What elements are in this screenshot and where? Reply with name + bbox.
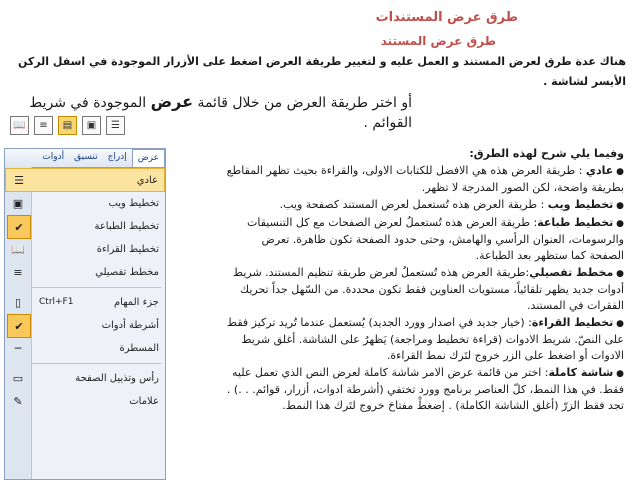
body-item-text: : طريقة العرض هذه تُستعملُ لعرض الصفحات مع كل التنسيقات والرسومات، العنوان الرأسي والهامش، وحتى حدود الصفحة تكون ظاهرة. تعرض الصفحة كما ستظهر بعد الطباعة. <box>246 216 624 262</box>
outline-icon[interactable]: ≡ <box>34 116 53 135</box>
or-line-bold: عرض <box>150 92 193 111</box>
menu-item-label: رأس وتذييل الصفحة <box>75 372 159 384</box>
menu-items <box>5 168 165 413</box>
toolbars-icon: ✔ <box>7 314 31 338</box>
body-item <box>224 215 624 264</box>
body-item-label: عادي <box>585 164 614 177</box>
body-item-label: مخطط تفصيلي <box>529 266 614 279</box>
body-item <box>224 197 624 214</box>
menu-item-label: تخطيط القراءة <box>96 243 159 255</box>
menu-item[interactable] <box>5 337 165 360</box>
web-layout-icon: ▣ <box>12 196 24 210</box>
body-item-label: شاشة كاملة <box>548 366 614 379</box>
menu-item[interactable] <box>5 314 165 337</box>
body-heading: وفيما يلي شرح لهذه الطرق: <box>469 147 624 160</box>
menu-item-label: تخطيط ويب <box>108 197 159 209</box>
menu-tab[interactable]: إدراج <box>107 152 127 162</box>
body-item <box>224 265 624 314</box>
menu-tab[interactable]: عرض <box>132 149 165 167</box>
menu-item-shortcut: Ctrl+F1 <box>39 297 74 307</box>
menu-item-label: مخطط تفصيلي <box>95 266 159 278</box>
body-item-label: تخطيط القراءة <box>531 316 614 329</box>
menu-item[interactable] <box>5 367 165 390</box>
menu-item-label: المسطرة <box>119 342 159 354</box>
reading-layout-icon[interactable]: 📖 <box>10 116 29 135</box>
print-layout-icon: ✔ <box>7 215 31 239</box>
page-subtitle: طرق عرض المستند <box>380 34 496 48</box>
menu-item[interactable] <box>5 215 165 238</box>
menu-item-label: علامات <box>129 395 159 407</box>
menu-item[interactable] <box>5 238 165 261</box>
menu-bar <box>5 149 165 168</box>
body-items <box>224 163 624 414</box>
body-item-text: : طريقة العرض هذه تُستعمل لعرض المستند كصفحة ويب. <box>279 198 548 211</box>
menu-item[interactable] <box>5 390 165 413</box>
menu-item-label: أشرطة أدوات <box>101 319 159 331</box>
task-pane-icon: ▯ <box>14 295 22 309</box>
body-text <box>224 146 624 415</box>
body-item <box>224 163 624 196</box>
body-item-text: : اختر من قائمة عرض الامر شاشة كاملة لعرض النص الذي تعمل عليه فقط. في هذا النمط، كلّ العناصر برنامج وورد تختفي (أشرطة ادوات، أزرار، قوائم. . .) . تجد فقط الزرّ (أغلق الشاشة الكاملة) . إضغطْ مفتاحَ خروج لتَرك هذا النمط. <box>226 366 624 412</box>
view-toolbar <box>10 116 125 138</box>
body-item-text: :طريقة العرض هذه تُستعملُ لعرض طريقة تنظيم المستند. شريط أدوات جديد يظهر تلقائياً، مستويات العناوين فقط تكون محددة. من السّهل جداً تحريك الفقرات في المستند. <box>232 266 624 312</box>
print-layout-icon[interactable]: ▤ <box>58 116 77 135</box>
body-item-label: تخطيط طباعة <box>537 216 614 229</box>
header-footer-icon: ▭ <box>12 371 24 385</box>
menu-tab[interactable]: تنسيق <box>74 152 98 162</box>
menu-item[interactable] <box>5 168 165 192</box>
page-title: طرق عرض المستندات <box>375 10 518 25</box>
markup-icon: ✎ <box>13 394 23 408</box>
menu-tab[interactable]: أدوات <box>42 152 65 162</box>
menu-item[interactable] <box>5 192 165 215</box>
menu-item-label: عادي <box>136 174 158 186</box>
outline-icon: ≡ <box>13 265 23 279</box>
menu-item[interactable] <box>5 261 165 284</box>
menu-item-label: جزء المهام <box>113 296 159 308</box>
web-layout-icon[interactable]: ▣ <box>82 116 101 135</box>
menu-item-label: تخطيط الطباعة <box>94 220 159 232</box>
body-item-label: تخطيط ويب <box>547 198 614 211</box>
intro-paragraph: هناك عدة طرق لعرض المستند و العمل عليه و لتغيير طريقة العرض اضغط على الأزرار الموجودة في اسفل الركن الأيسر لشاشة . <box>18 55 626 88</box>
or-line-after: الموجودة في شريط القوائم . <box>29 95 412 131</box>
ruler-icon: ─ <box>14 341 22 355</box>
body-item-text: : طريقة العرض هذه هي الافضل للكتابات الاولى، والقراءة بحيث تظهر المقاطع بطريقة واضحة، لكن الصور المدرجة لا تظهر. <box>226 164 624 194</box>
reading-layout-icon: 📖 <box>11 242 25 256</box>
body-item <box>224 315 624 364</box>
normal-view-icon[interactable]: ☰ <box>106 116 125 135</box>
body-item-text: : (خيار جديد في اصدار وورد الجديد) يُستعمل عندما تُريد تركيز فقط على النصّ. شريط الادوات (قراءة تخطيط ومراجعة) يَظهرُ على الشاشة. أغلق شريط الادوات أو اضغط على الزر خروج لتَرك نمط القراءة. <box>226 316 624 362</box>
body-item <box>224 365 624 414</box>
normal-view-icon: ☰ <box>14 173 24 187</box>
view-menu <box>4 148 166 480</box>
menu-item[interactable] <box>5 291 165 314</box>
or-line-before: أو اختر طريقة العرض من خلال قائمة <box>197 95 412 111</box>
